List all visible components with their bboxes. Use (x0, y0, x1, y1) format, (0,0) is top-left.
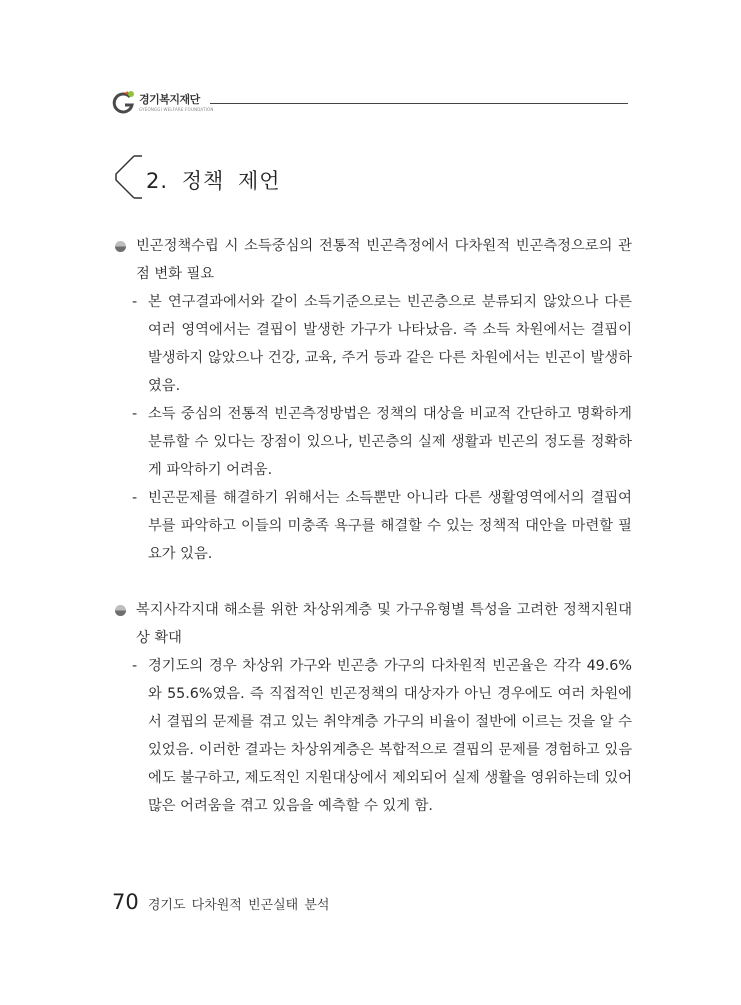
body-content (112, 232, 632, 820)
bullet-heading-text: 빈곤정책수립 시 소득중심의 전통적 빈곤측정에서 다차원적 빈곤측정으로의 관점 변화 필요 (136, 238, 632, 282)
page-footer (112, 890, 329, 914)
list-item-text: 경기도의 경우 차상위 가구와 빈곤층 가구의 다차원적 빈곤율은 각각 49.6%와 55.6%였음. 즉 직접적인 빈곤정책의 대상자가 아닌 경우에도 여러 차원에서 결핍의 문제를 겪고 있는 취약계층 가구의 비율이 절반에 이르는 것을 알 수 있었음. 이러한 결과는 차상위계층은 복합적으로 결핍의 문제를 경험하고 있음에도 불구하고, 제도적인 지원대상에서 제외되어 실제 생활을 영위하는데 있어 많은 어려움을 겪고 있음을 예측할 수 있게 함. (148, 658, 632, 814)
bullet-heading (112, 232, 632, 288)
list-item: - 소득 중심의 전통적 빈곤측정방법은 정책의 대상을 비교적 간단하고 명확하게 분류할 수 있다는 장점이 있으나, 빈곤층의 실제 생활과 빈곤의 정도를 정확하게 파악하기 어려움. (132, 406, 632, 478)
section-title: 2. 정책 제언 (146, 169, 281, 193)
list-item: - 빈곤문제를 해결하기 위해서는 소득뿐만 아니라 다른 생활영역에서의 결핍여부를 파악하고 이들의 미충족 욕구를 해결할 수 있는 정책적 대안을 마련할 필요가 있음. (132, 490, 632, 562)
bullet-heading (112, 596, 632, 652)
page-header (112, 88, 628, 118)
book-title: 경기도 다차원적 빈곤실태 분석 (147, 898, 330, 913)
list-item-text: 소득 중심의 전통적 빈곤측정방법은 정책의 대상을 비교적 간단하고 명확하게 분류할 수 있다는 장점이 있으나, 빈곤층의 실제 생활과 빈곤의 정도를 정확하게 파악하기 어려움. (148, 406, 632, 478)
list-item: - 본 연구결과에서와 같이 소득기준으로는 빈곤층으로 분류되지 않았으나 다른 여러 영역에서는 결핍이 발생한 가구가 나타났음. 즉 소득 차원에서는 결핍이 발생하지 않았으나 건강, 교육, 주거 등과 같은 다른 차원에서는 빈곤이 발생하였음. (132, 294, 632, 394)
list-item: - 경기도의 경우 차상위 가구와 빈곤층 가구의 다차원적 빈곤율은 각각 49.6%와 55.6%였음. 즉 직접적인 빈곤정책의 대상자가 아닌 경우에도 여러 차원에서 결핍의 문제를 겪고 있는 취약계층 가구의 비율이 절반에 이르는 것을 알 수 있었음. 이러한 결과는 차상위계층은 복합적으로 결핍의 문제를 경험하고 있음에도 불구하고, 제도적인 지원대상에서 제외되어 실제 생활을 영위하는데 있어 많은 어려움을 겪고 있음을 예측할 수 있게 함. (132, 658, 632, 814)
list-item-text: 빈곤문제를 해결하기 위해서는 소득뿐만 아니라 다른 생활영역에서의 결핍여부를 파악하고 이들의 미충족 욕구를 해결할 수 있는 정책적 대안을 마련할 필요가 있음. (148, 490, 632, 562)
header-divider (210, 103, 628, 104)
page-number: 70 (112, 890, 139, 914)
org-name: 경기복지재단 (139, 93, 200, 106)
bullet-heading-text: 복지사각지대 해소를 위한 차상위계층 및 가구유형별 특성을 고려한 정책지원대상 확대 (136, 602, 632, 646)
section-heading (112, 152, 312, 202)
list-item-text: 본 연구결과에서와 같이 소득기준으로는 빈곤층으로 분류되지 않았으나 다른 여러 영역에서는 결핍이 발생한 가구가 나타났음. 즉 소득 차원에서는 결핍이 발생하지 않았으나 건강, 교육, 주거 등과 같은 다른 차원에서는 빈곤이 발생하였음. (148, 294, 632, 394)
bullet-circle-icon (114, 240, 127, 253)
bullet-circle-icon (114, 604, 127, 617)
foundation-logo-icon (112, 90, 136, 114)
section-bracket-icon (112, 152, 148, 202)
org-subtitle: GYEONGGI WELFARE FOUNDATION (139, 107, 214, 112)
